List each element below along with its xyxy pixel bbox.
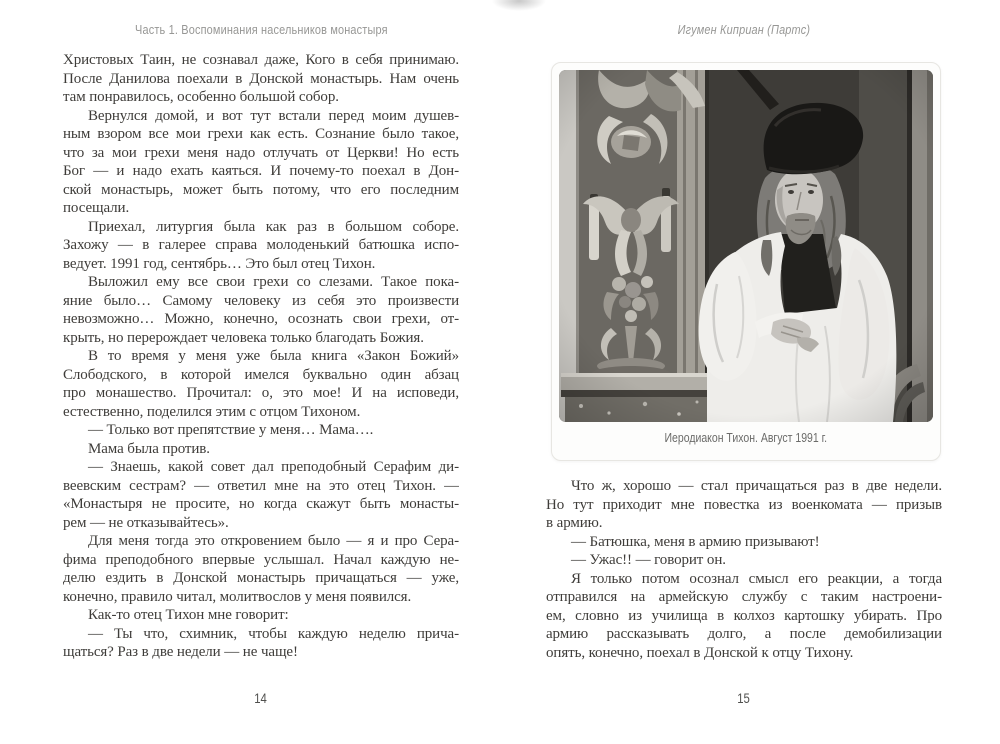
text-line: Слободского, в которой имелся буквально один абзац — [63, 366, 459, 383]
text-line: там понравилось, особенно большой собор. — [63, 89, 339, 105]
text-line: опять, конечно, поехал в Донской к отцу Тихону. — [546, 644, 854, 661]
text-line: армию рассказывать долго, а после демобилизации — [546, 626, 942, 642]
text-line: «Монастыря не просите, но когда скажут быть монасты- — [63, 496, 459, 512]
left-running-head — [63, 22, 459, 37]
text-line: Захожу — в галерее справа молоденький батюшка испо- — [63, 237, 459, 253]
text-line: Вернулся домой, и вот тут встали перед моим душев- — [88, 107, 459, 124]
text-line: в армию. — [546, 515, 603, 531]
monk-photo-illustration — [559, 70, 933, 422]
text-line: фима преподобного впервые услышал. Начал каждую не- — [63, 551, 459, 568]
text-line: Выложил ему все свои грехи со слезами. Такое пока- — [88, 274, 459, 290]
photo-caption: Иеродиакон Тихон. Август 1991 г. — [664, 431, 828, 445]
text-line: Христовых Таин, не сознавал даже, Кого в себя принимаю. — [63, 52, 459, 68]
right-page-text — [546, 477, 942, 662]
text-line: крыть, но перерождает человека только благодать Божия. — [63, 329, 424, 346]
text-line: делю ездить в Донской монастырь причащаться — уже, — [63, 570, 459, 586]
text-line: посещали. — [63, 200, 130, 216]
left-running-head-text: Часть 1. Воспоминания насельников монастыря — [134, 22, 388, 37]
text-line: рем — не отказывайтесь». — [63, 514, 229, 531]
text-line: Приехал, литургия была как раз в большом соборе. — [88, 218, 459, 235]
text-line: Что ж, хорошо — стал причащаться раз в две недели. — [571, 478, 942, 494]
text-line: Бог — и надо ехать каяться. И почему-то поехал в Дон- — [63, 163, 459, 179]
text-line: ведует. 1991 год, сентябрь… Это был отец Тихон. — [63, 255, 376, 272]
text-line: ем, словно из училища в колхоз картошку убирать. Про — [546, 607, 942, 624]
text-line: конечно, правило читал, молитвослов у меня появился. — [63, 588, 412, 605]
text-line: веевским сестрам? — ответил мне на это отец Тихон. — — [63, 477, 459, 494]
text-line: яние было… Самому человеку из себя это произвести — [63, 292, 459, 309]
right-page-number: 15 — [737, 691, 751, 706]
text-line: Но тут приходит мне повестка из военкомата — призыв — [546, 496, 942, 513]
text-line: — Только вот препятствие у меня… Мама…. — [88, 422, 374, 438]
text-line: ской монастырь, может быть потому, что его последним — [63, 181, 459, 198]
text-line: Для меня тогда это откровением было — я и про Сера- — [88, 533, 459, 549]
left-page-text — [63, 51, 459, 662]
text-line: — Ужас!! — говорит он. — [571, 552, 726, 568]
text-line: Я только потом осознал смысл его реакции, а тогда — [571, 570, 942, 587]
text-line: — Батюшка, меня в армию призывают! — [571, 533, 820, 550]
text-line: Мама была против. — [88, 440, 210, 457]
right-running-head — [546, 22, 942, 37]
text-line: щаться? Раз в две недели — не чаще! — [63, 644, 298, 660]
left-page-number: 14 — [254, 691, 268, 706]
text-line: про монашество. Прочитал: о, это мое! И на исповеди, — [63, 385, 459, 401]
text-line: — Знаешь, какой совет дал преподобный Серафим ди- — [88, 459, 459, 475]
text-line: невозможно… Можно, конечно, осознать свои грехи, от- — [63, 311, 459, 327]
monk-photo — [559, 70, 933, 422]
text-line: — Ты что, схимник, чтобы каждую неделю прича- — [88, 625, 459, 642]
scan-smudge-artifact — [492, 0, 546, 11]
right-running-head-text: Игумен Киприан (Партс) — [677, 22, 811, 37]
photo-plate — [551, 62, 941, 461]
text-line: отправился на армейскую службу с таким настроени- — [546, 589, 942, 605]
text-line: ным взором все мои грехи как есть. Сознание было такое, — [63, 126, 459, 142]
text-line: После Данилова поехали в Донской монастырь. Нам очень — [63, 70, 459, 87]
text-line: Как-то отец Тихон мне говорит: — [88, 607, 289, 623]
text-line: что за мои грехи меня надо отлучать от Церкви! Но есть — [63, 144, 459, 161]
text-line: В то время у меня уже была книга «Закон Божий» — [88, 348, 459, 364]
text-line: естественно, поделился этим с отцом Тихоном. — [63, 403, 361, 420]
